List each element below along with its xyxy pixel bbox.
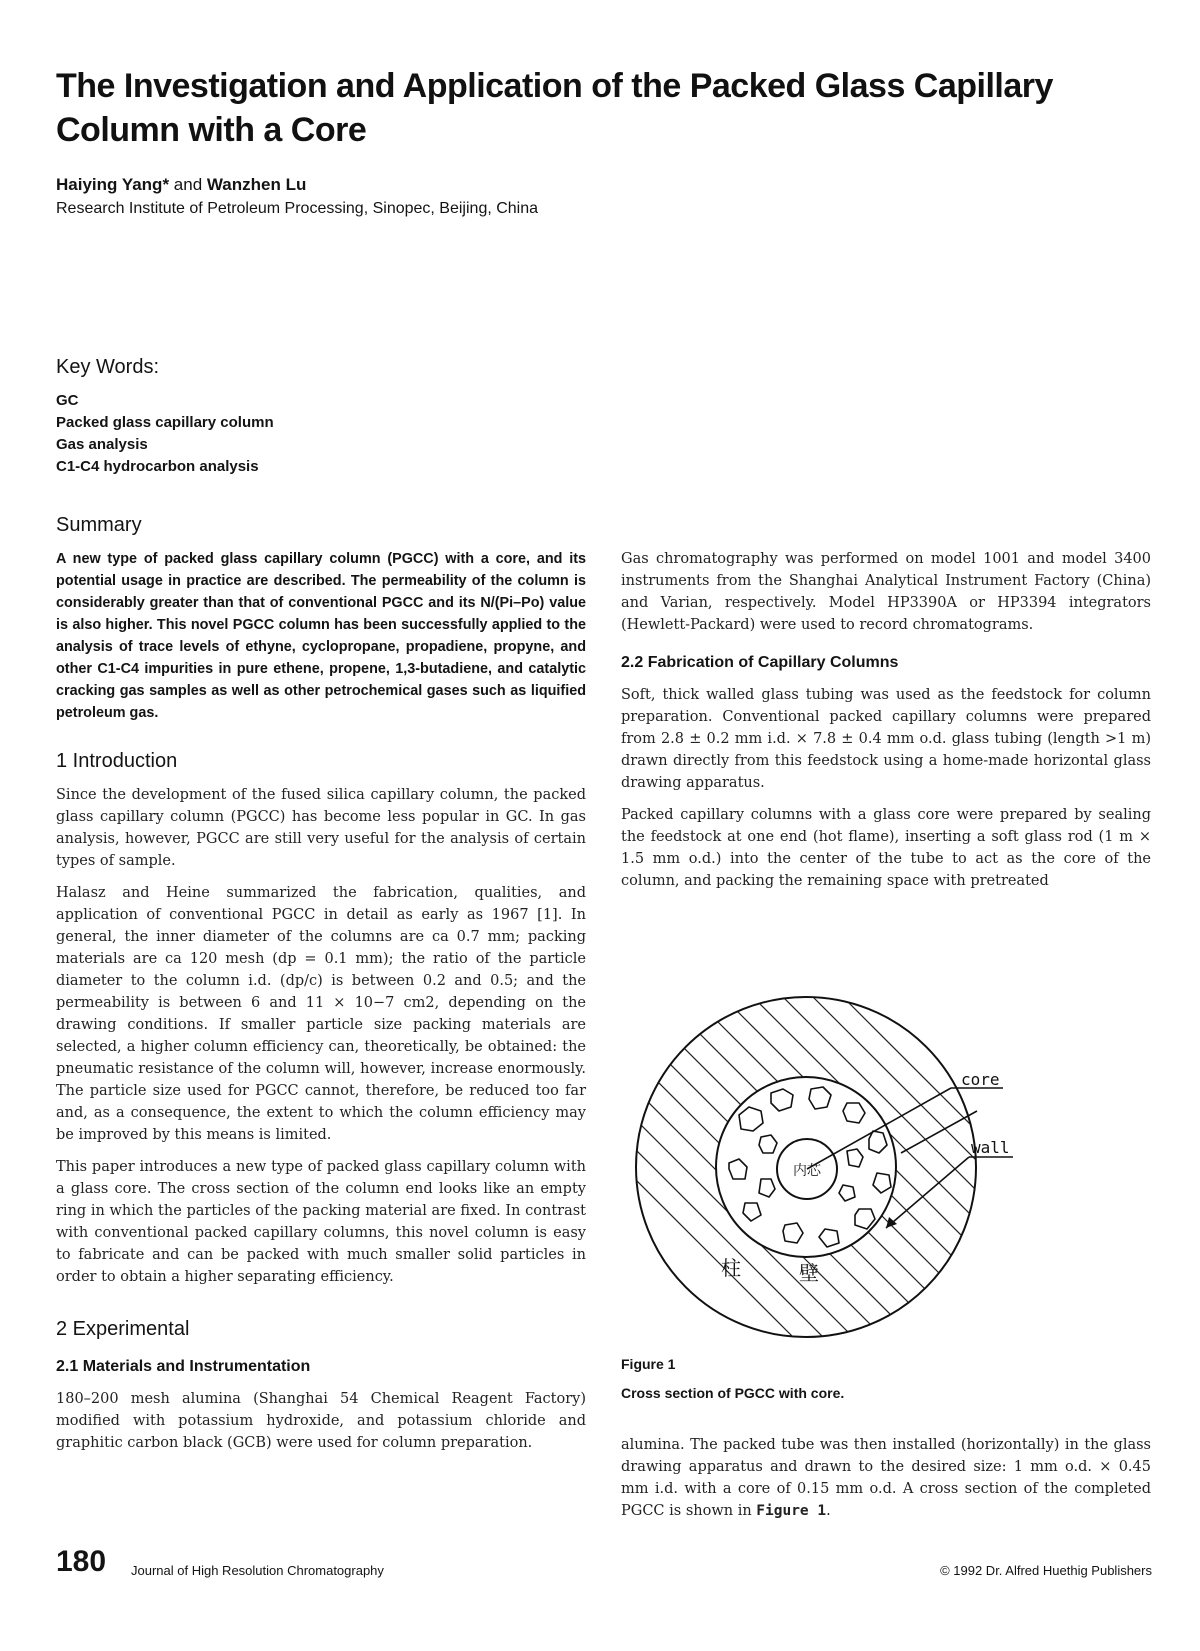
- summary-text: A new type of packed glass capillary column (PGCC) with a core, and its potential usage in practice are described. The permeability of the column is considerably greater than that of conventional PGCC and its N/(Pi–Po) value is also higher. This novel PGCC column has been successfully applied to the analysis of trace levels of ethyne, cyclopropane, propadiene, propyne, and other C1-C4 impurities in pure ethene, propene, 1,3-butadiene, and catalytic cracking gas samples as well as other petrochemical gases such as liquified petroleum gas.: [56, 551, 586, 721]
- author-joiner: and: [169, 175, 207, 194]
- intro-paragraph-3: This paper introduces a new type of packed glass capillary column with a glass core. The cross section of the column end looks like an empty ring in which the particles of the packing material are fixed. In contrast with conventional packed capillary columns, this novel column is easy to fabricate and can be packed with much smaller solid particles in order to obtain a higher separating efficiency.: [56, 1159, 586, 1285]
- materials-subheading: 2.1 Materials and Instrumentation: [56, 1358, 311, 1375]
- figure-label: Figure 1: [621, 1356, 676, 1372]
- fabrication-paragraph-1: Soft, thick walled glass tubing was used as the feedstock for column preparation. Conventional packed capillary columns were prepared from 2.8 ± 0.2 mm i.d. × 7.8 ± 0.4 mm o.d. glass tubing (length >1 m) drawn directly from this feedstock using a home-made horizontal glass drawing apparatus.: [621, 687, 1151, 791]
- experimental-heading: 2 Experimental: [56, 1318, 190, 1340]
- wall-label-zh-1: 柱: [721, 1256, 741, 1280]
- figure-caption: Cross section of PGCC with core.: [621, 1385, 845, 1401]
- affiliation: Research Institute of Petroleum Processing, Sinopec, Beijing, China: [56, 200, 539, 217]
- core-annotation: core: [961, 1070, 1000, 1089]
- materials-paragraph: 180–200 mesh alumina (Shanghai 54 Chemical Reagent Factory) modified with potassium hydroxide, and potassium chloride and graphitic carbon black (GCB) were used for column preparation.: [56, 1391, 586, 1451]
- fabrication-paragraph-3: alumina. The packed tube was then installed (horizontally) in the glass drawing apparatus and drawn to the desired size: 1 mm o.d. × 0.45 mm i.d. with a core of 0.15 mm o.d. A cross section of the completed PGCC is shown in Figure 1.: [621, 1437, 1151, 1519]
- author-1: Haiying Yang*: [56, 175, 170, 194]
- keyword-item: Gas analysis: [56, 436, 148, 453]
- instrumentation-paragraph: Gas chromatography was performed on model 1001 and model 3400 instruments from the Shanghai Analytical Instrument Factory (China) and Varian, respectively. Model HP3390A or HP3394 integrators (Hewlett-Packard) were used to record chromatograms.: [621, 551, 1151, 633]
- right-column: [621, 548, 1151, 902]
- keyword-item: Packed glass capillary column: [56, 414, 274, 431]
- paper-title: The Investigation and Application of the Packed Glass Capillary Column with a Core: [56, 67, 1053, 149]
- introduction-heading: 1 Introduction: [56, 750, 178, 772]
- summary-heading: Summary: [56, 514, 142, 536]
- right-column-continued: [621, 1434, 1151, 1532]
- arrowhead: [886, 1217, 897, 1228]
- core-label-zh: 内芯: [793, 1163, 821, 1179]
- wall-label-zh-2: 壁: [799, 1261, 819, 1285]
- journal-name: Journal of High Resolution Chromatography: [131, 1563, 384, 1578]
- author-line: [56, 174, 306, 196]
- keyword-item: C1-C4 hydrocarbon analysis: [56, 458, 259, 475]
- author-2: Wanzhen Lu: [206, 175, 307, 194]
- figure-1-cross-section: [621, 985, 1041, 1345]
- intro-paragraph-2: Halasz and Heine summarized the fabrication, qualities, and application of conventional PGCC in detail as early as 1967 [1]. In general, the inner diameter of the columns are ca 0.7 mm; packing materials are ca 120 mesh (dp = 0.1 mm); the ratio of the particle diameter to the column i.d. (dp/c) is between 0.2 and 0.5; and the permeability is between 6 and 11 × 10−7 cm2, depending on the drawing conditions. If smaller particle size packing materials are selected, a higher column efficiency can, theoretically, be obtained: the pneumatic resistance of the column will, however, increase enormously. The particle size used for PGCC cannot, therefore, be reduced too far and, as a consequence, the extent to which the column efficiency may be improved by this means is limited.: [56, 885, 586, 1143]
- keyword-item: GC: [56, 392, 79, 409]
- wall-annotation: wall: [971, 1138, 1010, 1157]
- copyright-notice: © 1992 Dr. Alfred Huethig Publishers: [940, 1563, 1152, 1578]
- keywords-list: [56, 390, 274, 478]
- left-column: [56, 512, 586, 1464]
- fabrication-subheading: 2.2 Fabrication of Capillary Columns: [621, 654, 899, 671]
- keywords-heading: Key Words:: [56, 356, 159, 378]
- page-number: 180: [56, 1545, 107, 1578]
- intro-paragraph-1: Since the development of the fused silica capillary column, the packed glass capillary column (PGCC) has become less popular in GC. In gas analysis, however, PGCC are still very useful for the analysis of certain types of sample.: [56, 787, 586, 869]
- fabrication-paragraph-2: Packed capillary columns with a glass core were prepared by sealing the feedstock at one end (hot flame), inserting a soft glass rod (1 m × 1.5 mm o.d.) into the center of the tube to act as the core of the column, and packing the remaining space with pretreated: [621, 807, 1151, 889]
- figure-reference: Figure 1: [756, 1503, 827, 1519]
